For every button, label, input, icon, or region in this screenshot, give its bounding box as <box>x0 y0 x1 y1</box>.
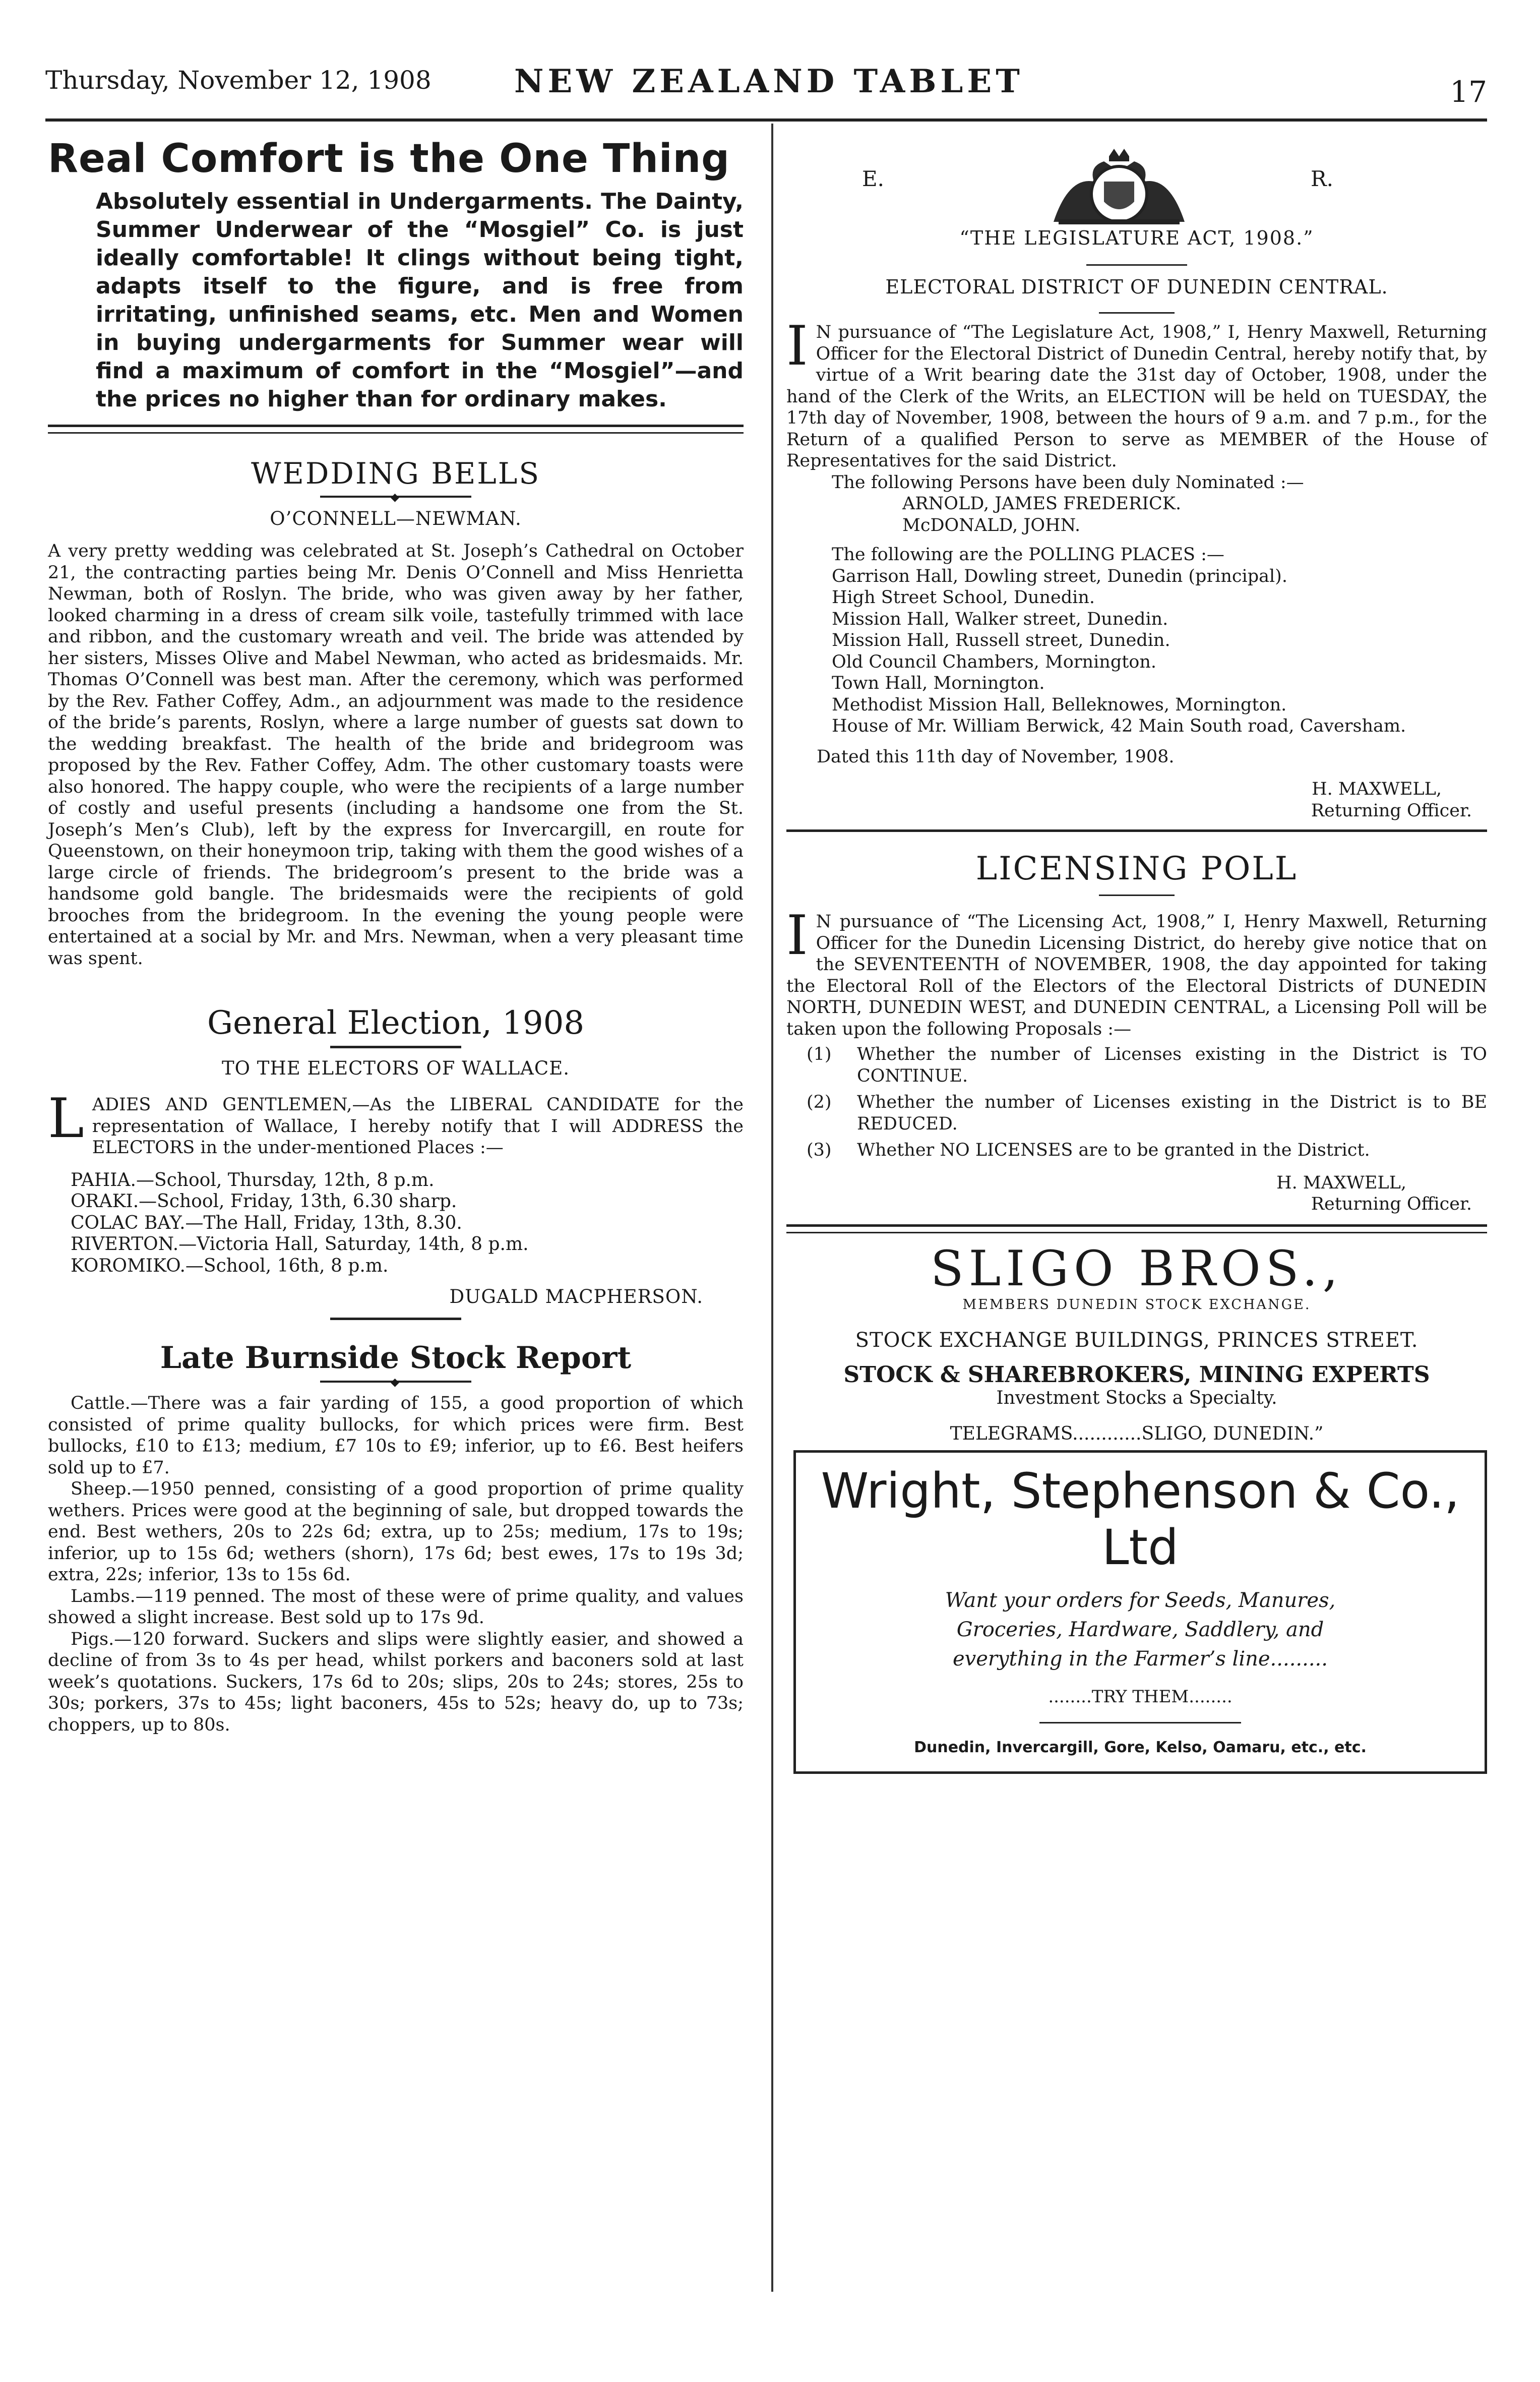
act-title: “THE LEGISLATURE ACT, 1908.” <box>959 227 1314 249</box>
nominated-intro: The following Persons have been duly Nominated :— <box>832 472 1304 493</box>
page-number: 17 <box>1450 75 1487 109</box>
royal-crest-row <box>786 126 1487 227</box>
real-comfort-body: Absolutely essential in Undergarments. The Dainty, Summer Underwear of the “Mosgiel” Co. is just ideally comfortable! It clings without being tight, adapts itself to the figure, and is free from irritating, unfinished seams, etc. Men and Women in buying undergarments for Summer wear will find a maximum of comfort in the “Mosgiel”—and the prices no higher than for ordinary makes. <box>96 189 744 412</box>
section-rule <box>48 425 744 427</box>
officer-title: Returning Officer. <box>1311 1194 1472 1214</box>
short-rule <box>330 1046 461 1048</box>
short-rule <box>330 1318 461 1320</box>
proposal-text: Whether the number of Licenses existing in the District is to BE REDUCED. <box>857 1092 1487 1134</box>
wright-try-them: ........TRY THEM........ <box>1048 1686 1233 1707</box>
legislature-notice <box>786 126 1487 821</box>
real-comfort-advert <box>48 136 744 413</box>
election-heading: General Election, 1908 <box>207 1004 585 1042</box>
sligo-members: MEMBERS DUNEDIN STOCK EXCHANGE. <box>962 1296 1311 1313</box>
sligo-address: STOCK EXCHANGE BUILDINGS, PRINCES STREET. <box>855 1328 1419 1352</box>
district-name: ELECTORAL DISTRICT OF DUNEDIN CENTRAL. <box>885 276 1388 298</box>
polling-place: Garrison Hall, Dowling street, Dunedin (principal). <box>832 566 1287 586</box>
section-rule <box>786 1232 1487 1233</box>
election-place: RIVERTON.—Victoria Hall, Saturday, 14th, 8 p.m. <box>71 1234 529 1255</box>
ornament-rule <box>320 491 471 504</box>
wright-tagline: everything in the Farmer’s line......... <box>952 1647 1328 1671</box>
officer-title: Returning Officer. <box>1311 800 1472 821</box>
dated-line: Dated this 11th day of November, 1908. <box>817 746 1175 767</box>
proposal-text: Whether the number of Licenses existing in the District is TO CONTINUE. <box>857 1044 1487 1086</box>
wright-ltd: Ltd <box>1101 1519 1179 1576</box>
diamond-icon: ◆ <box>391 1376 399 1389</box>
general-election-notice <box>48 1004 744 1320</box>
real-comfort-title: Real Comfort is the One Thing <box>48 136 730 182</box>
short-rule <box>1099 895 1175 896</box>
short-rule <box>1099 312 1175 314</box>
polling-place: Mission Hall, Russell street, Dunedin. <box>832 630 1171 650</box>
election-place: KOROMIKO.—School, 16th, 8 p.m. <box>71 1255 389 1276</box>
polling-place: House of Mr. William Berwick, 42 Main South road, Caversham. <box>832 716 1406 736</box>
short-rule <box>1086 264 1187 266</box>
proposal-text: Whether NO LICENSES are to be granted in the District. <box>857 1140 1370 1160</box>
stock-paragraph: Sheep.—1950 penned, consisting of a good proportion of prime quality wethers. Prices were good at the beginning of sale, but dropped towards the end. Best wethers, 20s to 22s 6d; extra, up to 25s; medium, 17s to 19s; inferior, up to 15s 6d; wethers (shorn), 17s 6d; best ewes, 17s to 19s 3d; extra, 22s; inferior, 13s to 15s 6d. <box>48 1479 744 1585</box>
stock-paragraph: Cattle.—There was a fair yarding of 155, a good proportion of which consisted of prime quality bullocks, for which prices were firm. Best bullocks, £10 to £13; medium, £7 10s to £9; inferior, up to £6. Best heifers sold up to £7. <box>48 1393 744 1478</box>
legislature-body: N pursuance of “The Legislature Act, 1908,” I, Henry Maxwell, Returning Officer for the Electoral District of Dunedin Central, hereby notify that, by virtue of a Writ bearing date the 31st day of October, 1908, under the hand of the Clerk of the Writs, an ELECTION will be held on TUESDAY, the 17th day of November, 1908, between the hours of 9 a.m. and 7 p.m., for the Return of a qualified Person to serve as MEMBER of the House of Representatives for the said District. <box>786 322 1487 471</box>
proposal-number: (2) <box>807 1092 832 1112</box>
polling-place: Methodist Mission Hall, Belleknowes, Mornington. <box>832 694 1287 715</box>
sligo-services: STOCK & SHAREBROKERS, MINING EXPERTS <box>843 1361 1430 1388</box>
wright-name: Wright, Stephenson & Co., <box>821 1462 1460 1519</box>
sligo-name: SLIGO BROS., <box>930 1240 1343 1297</box>
crest-letter-left: E. <box>862 166 885 191</box>
election-place: PAHIA.—School, Thursday, 12th, 8 p.m. <box>71 1169 435 1190</box>
newspaper-title: NEW ZEALAND TABLET <box>514 63 1024 100</box>
election-signature: DUGALD MACPHERSON. <box>449 1286 703 1307</box>
licensing-dropcap: I <box>786 904 808 967</box>
crest-letter-right: R. <box>1311 166 1333 191</box>
officer-name: H. MAXWELL, <box>1312 779 1442 799</box>
proposal-number: (1) <box>807 1044 832 1064</box>
polling-place: High Street School, Dunedin. <box>832 587 1095 608</box>
proposal-item <box>786 1092 1487 1135</box>
legislature-dropcap: I <box>786 315 808 378</box>
section-rule <box>786 829 1487 832</box>
ornament-rule <box>320 1376 471 1389</box>
wright-stephenson-advert <box>793 1450 1487 1774</box>
election-place: ORAKI.—School, Friday, 13th, 6.30 sharp. <box>71 1191 457 1212</box>
left-column <box>48 126 744 1736</box>
sligo-investment: Investment Stocks a Specialty. <box>996 1387 1277 1408</box>
issue-date: Thursday, November 12, 1908 <box>45 66 432 95</box>
header-rule <box>45 118 1487 122</box>
wright-branches: Dunedin, Invercargill, Gore, Kelso, Oamaru, etc., etc. <box>914 1738 1367 1756</box>
wright-tagline: Groceries, Hardware, Saddlery, and <box>956 1618 1324 1641</box>
proposal-number: (3) <box>807 1140 832 1160</box>
election-subheading: TO THE ELECTORS OF WALLACE. <box>222 1057 570 1079</box>
stock-heading: Late Burnside Stock Report <box>160 1340 632 1376</box>
polling-place: Old Council Chambers, Mornington. <box>832 651 1157 672</box>
wedding-bells-article <box>48 456 744 969</box>
licensing-body: N pursuance of “The Licensing Act, 1908,” I, Henry Maxwell, Returning Officer for the Dunedin Licensing District, do hereby give notice that on the SEVENTEENTH of NOVEMBER, 1908, the day appointed for taking the Electoral Roll of the Electors of the Electoral Districts of DUNEDIN NORTH, DUNEDIN WEST, and DUNEDIN CENTRAL, a Licensing Poll will be taken upon the following Proposals :— <box>786 912 1487 1039</box>
section-rule <box>48 432 744 434</box>
election-place: COLAC BAY.—The Hall, Friday, 13th, 8.30. <box>71 1212 462 1233</box>
sligo-telegrams: TELEGRAMS............SLIGO, DUNEDIN.” <box>950 1423 1324 1444</box>
stock-paragraph: Pigs.—120 forward. Suckers and slips were slightly easier, and showed a decline of from 3s to 4s per head, whilst porkers and baconers sold at last week’s quotations. Suckers, 17s 6d to 20s; slips, 20s to 24s; stores, 25s to 30s; porkers, 37s to 45s; light baconers, 45s to 52s; heavy do, up to 73s; choppers, up to 80s. <box>48 1629 744 1735</box>
stock-report-article <box>48 1340 744 1736</box>
polling-place: Mission Hall, Walker street, Dunedin. <box>832 609 1168 629</box>
licensing-heading: LICENSING POLL <box>975 850 1298 887</box>
column-divider <box>771 124 773 2292</box>
proposal-item <box>786 1044 1487 1087</box>
wright-tagline: Want your orders for Seeds, Manures, <box>945 1588 1336 1612</box>
sligo-bros-advert <box>786 1240 1487 1444</box>
stock-paragraph: Lambs.—119 penned. The most of these were of prime quality, and values showed a slight increase. Best sold up to 17s 9d. <box>48 1586 744 1628</box>
election-dropcap: L <box>48 1087 84 1150</box>
wedding-body: A very pretty wedding was celebrated at St. Joseph’s Cathedral on October 21, the contracting parties being Mr. Denis O’Connell and Miss Henrietta Newman, both of Roslyn. The bride, who was given away by her father, looked charming in a dress of cream silk voile, tastefully trimmed with lace and ribbon, and the customary wreath and veil. The bride was attended by her sisters, Misses Olive and Mabel Newman, who acted as bridesmaids. Mr. Thomas O’Connell was best man. After the ceremony, which was performed by the Rev. Father Coffey, Adm., an adjournment was made to the residence of the bride’s parents, Roslyn, where a large number of guests sat down to the wedding breakfast. The health of the bride and bridegroom was proposed by the Rev. Father Coffey, Adm. The other customary toasts were also honored. The happy couple, who were the recipients of a large number of costly and useful presents (including a handsome one from the St. Joseph’s Men’s Club), left by the express for Invercargill, en route for Queenstown, on their honeymoon trip, taking with them the good wishes of a large circle of friends. The bridegroom’s present to the bride was a handsome gold bangle. The bridesmaids were the recipients of gold brooches from the bridegroom. In the evening the young people were entertained at a social by Mr. and Mrs. Newman, when a very pleasant time was spent. <box>48 541 744 969</box>
nominee: McDONALD, JOHN. <box>902 515 1081 535</box>
short-rule <box>1039 1722 1241 1723</box>
licensing-poll-notice <box>786 850 1487 1215</box>
royal-coat-of-arms-icon <box>1038 146 1200 227</box>
election-body: ADIES AND GENTLEMEN,—As the LIBERAL CANDIDATE for the representation of Wallace, I hereby notify that I will ADDRESS the ELECTORS in the under-mentioned Places :— <box>92 1095 744 1158</box>
right-column <box>786 126 1487 1774</box>
proposal-item <box>786 1140 1487 1161</box>
wedding-heading: WEDDING BELLS <box>251 456 541 491</box>
polling-intro: The following are the POLLING PLACES :— <box>832 545 1224 565</box>
diamond-icon: ◆ <box>391 491 399 504</box>
nominee: ARNOLD, JAMES FREDERICK. <box>902 494 1182 514</box>
officer-name: H. MAXWELL, <box>1276 1172 1406 1193</box>
page-header <box>45 50 1487 111</box>
section-rule <box>786 1224 1487 1227</box>
wedding-subheading: O’CONNELL—NEWMAN. <box>270 508 522 529</box>
polling-place: Town Hall, Mornington. <box>832 673 1045 693</box>
